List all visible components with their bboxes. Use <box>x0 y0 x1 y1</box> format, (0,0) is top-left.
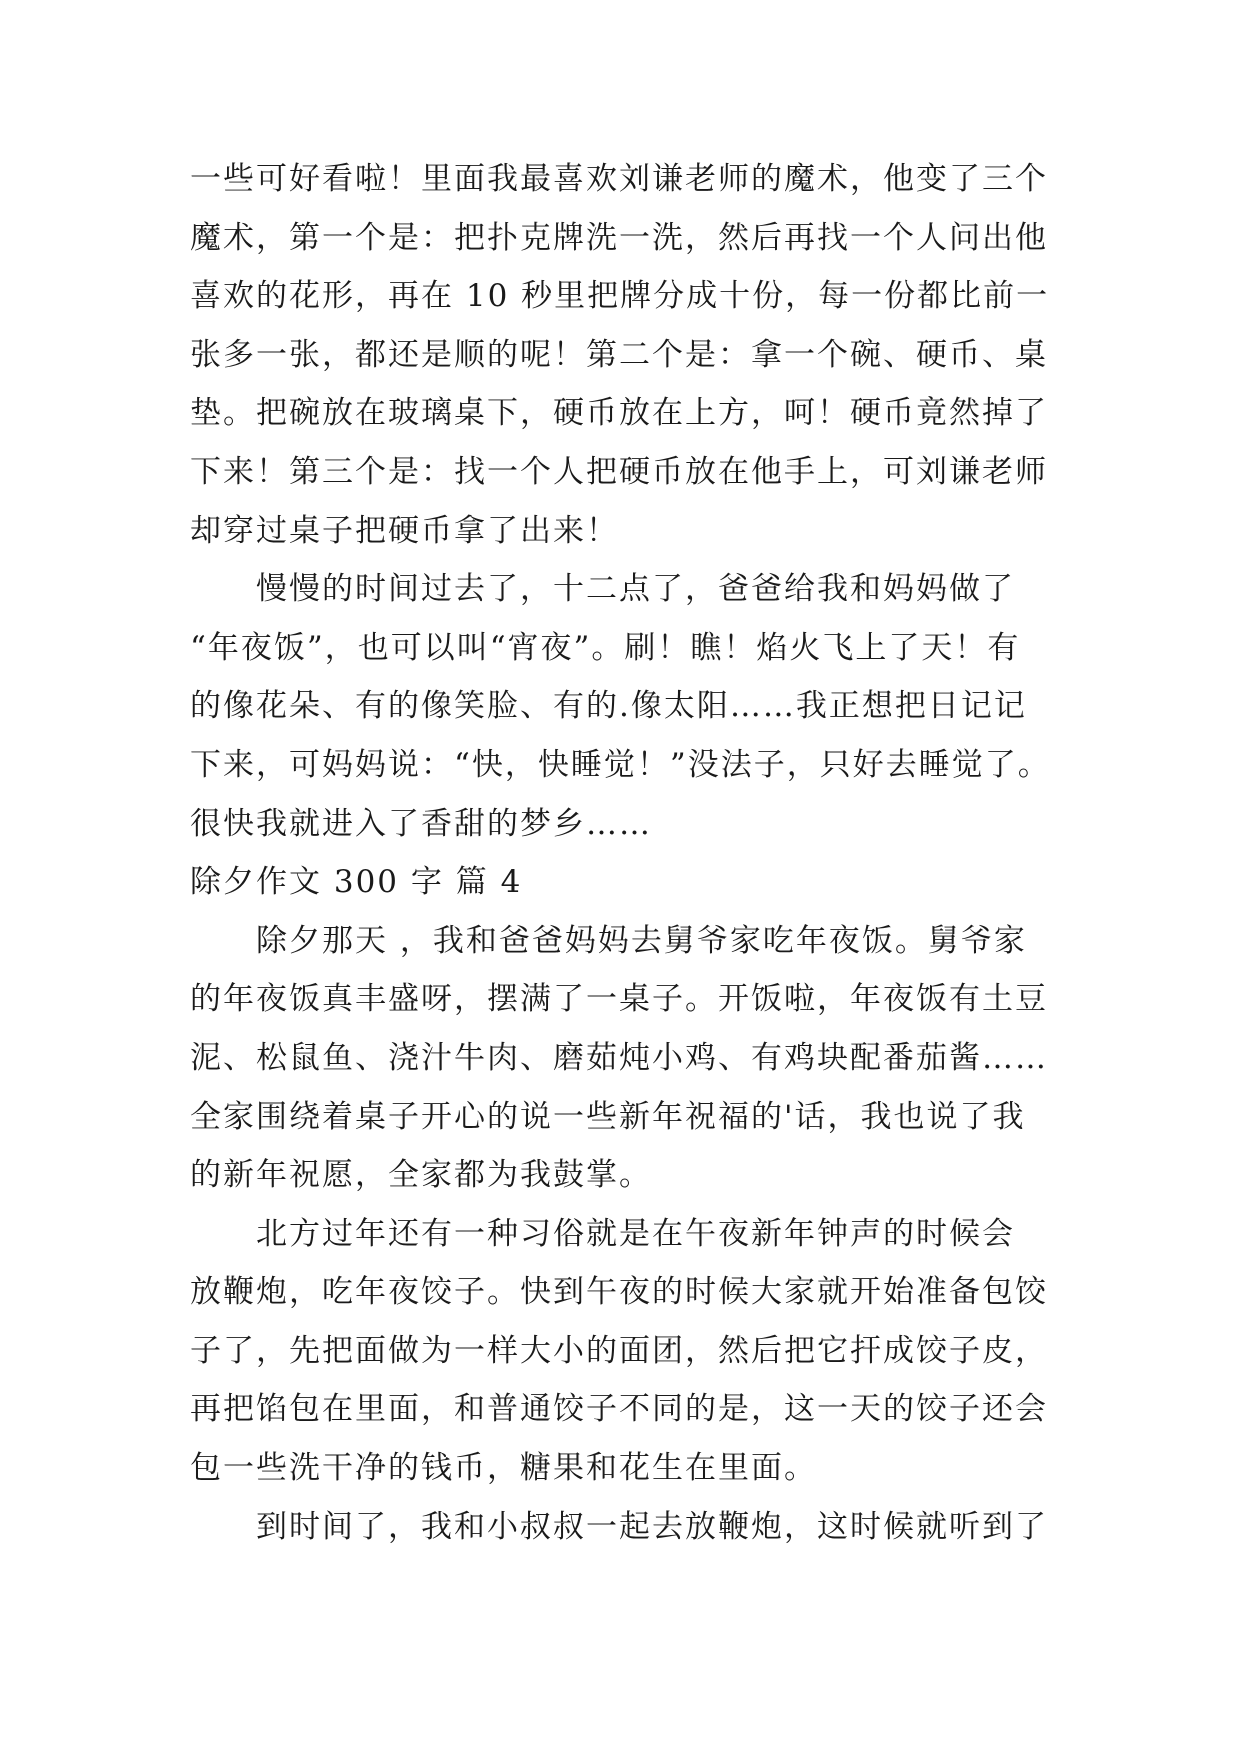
document-body <box>190 150 1060 1556</box>
text-line: 全家围绕着桌子开心的说一些新年祝福的'话，我也说了我 <box>190 1098 1026 1135</box>
text-line: 垫。把碗放在玻璃桌下，硬币放在上方，呵！硬币竟然掉了 <box>190 395 1048 432</box>
text-line: 泥、松鼠鱼、浇汁牛肉、磨茹炖小鸡、有鸡块配番茄酱…… <box>190 1039 1048 1076</box>
text-line: “年夜饭”，也可以叫“宵夜”。刷！瞧！焰火飞上了天！有 <box>190 629 1021 666</box>
text-line: 张多一张，都还是顺的呢！第二个是：拿一个碗、硬币、桌 <box>190 336 1048 373</box>
text-line: 放鞭炮，吃年夜饺子。快到午夜的时候大家就开始准备包饺 <box>190 1274 1048 1311</box>
text-line: 却穿过桌子把硬币拿了出来！ <box>190 512 619 549</box>
text-line: 魔术，第一个是：把扑克牌洗一洗，然后再找一个人问出他 <box>190 219 1048 256</box>
text-line: 一些可好看啦！里面我最喜欢刘谦老师的魔术，他变了三个 <box>190 161 1048 197</box>
text-line: 的年夜饭真丰盛呀，摆满了一桌子。开饭啦，年夜饭有土豆 <box>190 981 1048 1018</box>
text-line: 子了，先把面做为一样大小的面团，然后把它扞成饺子皮， <box>190 1332 1048 1369</box>
text-line: 喜欢的花形，再在 10 秒里把牌分成十份，每一份都比前一 <box>190 278 1050 315</box>
paragraph-start-line: 到时间了，我和小叔叔一起去放鞭炮，这时候就听到了 <box>256 1508 1048 1545</box>
text-line: 再把馅包在里面，和普通饺子不同的是，这一天的饺子还会 <box>190 1391 1048 1428</box>
text-line: 很快我就进入了香甜的梦乡…… <box>190 805 652 842</box>
section-heading: 除夕作文 300 字 篇 4 <box>190 864 523 901</box>
text-line: 的像花朵、有的像笑脸、有的.像太阳……我正想把日记记 <box>190 688 1027 725</box>
paragraph-start-line: 北方过年还有一种习俗就是在午夜新年钟声的时候会 <box>256 1215 1015 1252</box>
text-line: 下来！第三个是：找一个人把硬币放在他手上，可刘谦老师 <box>190 453 1048 490</box>
text-line: 包一些洗干净的钱币，糖果和花生在里面。 <box>190 1450 817 1487</box>
text-line: 下来，可妈妈说：“快，快睡觉！”没法子，只好去睡觉了。 <box>190 746 1051 783</box>
paragraph-start-line: 除夕那天 ，我和爸爸妈妈去舅爷家吃年夜饭。舅爷家 <box>256 922 1027 959</box>
paragraph-start-line: 慢慢的时间过去了，十二点了，爸爸给我和妈妈做了 <box>256 571 1015 608</box>
text-line: 的新年祝愿，全家都为我鼓掌。 <box>190 1157 652 1194</box>
